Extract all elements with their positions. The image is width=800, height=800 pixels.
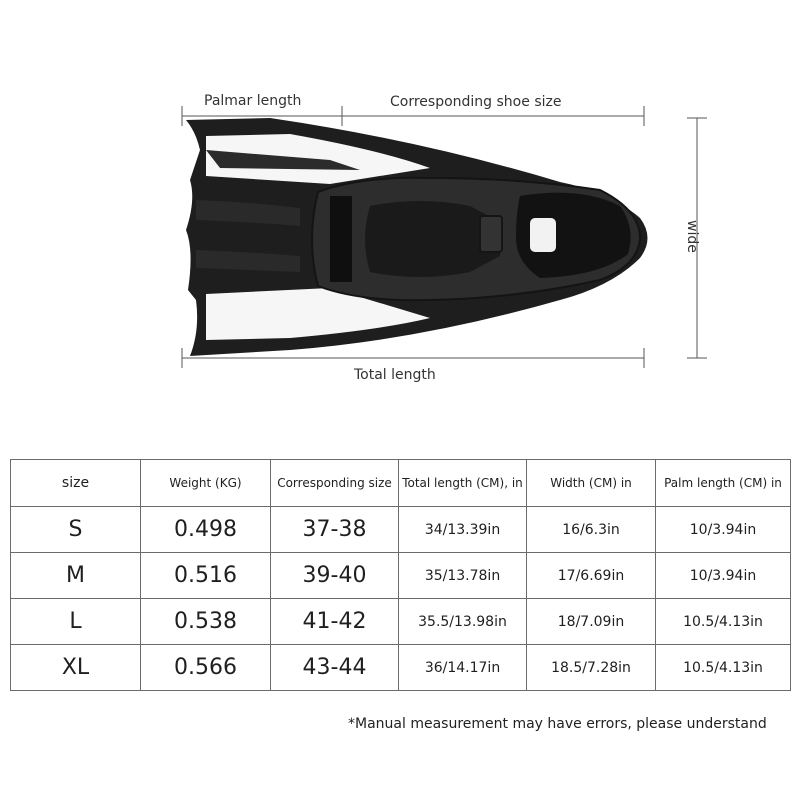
header-width: Width (CM) in <box>527 460 656 507</box>
cell-palm-length: 10/3.94in <box>656 553 791 599</box>
header-weight: Weight (KG) <box>141 460 271 507</box>
header-palm-length: Palm length (CM) in <box>656 460 791 507</box>
table-row <box>11 507 791 553</box>
size-chart-table <box>10 459 791 691</box>
header-corresponding-size: Corresponding size <box>271 460 399 507</box>
cell-total-length: 36/14.17in <box>399 645 527 691</box>
cell-size: L <box>11 599 141 645</box>
cell-shoe-size: 43-44 <box>271 645 399 691</box>
cell-size: XL <box>11 645 141 691</box>
palmar-length-label: Palmar length <box>204 93 302 109</box>
cell-total-length: 35.5/13.98in <box>399 599 527 645</box>
cell-width: 17/6.69in <box>527 553 656 599</box>
cell-shoe-size: 37-38 <box>271 507 399 553</box>
table-header-row <box>11 460 791 507</box>
cell-weight: 0.516 <box>141 553 271 599</box>
header-total-length: Total length (CM), in <box>399 460 527 507</box>
cell-width: 18.5/7.28in <box>527 645 656 691</box>
table-row <box>11 645 791 691</box>
cell-palm-length: 10/3.94in <box>656 507 791 553</box>
shoe-size-label: Corresponding shoe size <box>390 94 562 110</box>
header-size: size <box>11 460 141 507</box>
cell-weight: 0.566 <box>141 645 271 691</box>
table-row <box>11 599 791 645</box>
cell-width: 16/6.3in <box>527 507 656 553</box>
fin-shape <box>186 118 648 356</box>
cell-total-length: 35/13.78in <box>399 553 527 599</box>
cell-width: 18/7.09in <box>527 599 656 645</box>
measurement-footnote: *Manual measurement may have errors, please understand <box>348 716 767 732</box>
total-length-label: Total length <box>354 367 436 383</box>
heel-pad <box>530 218 556 252</box>
cell-size: M <box>11 553 141 599</box>
table-row <box>11 553 791 599</box>
cell-shoe-size: 39-40 <box>271 553 399 599</box>
cell-palm-length: 10.5/4.13in <box>656 645 791 691</box>
cell-shoe-size: 41-42 <box>271 599 399 645</box>
width-label: wide <box>684 220 700 253</box>
cell-size: S <box>11 507 141 553</box>
cell-weight: 0.538 <box>141 599 271 645</box>
cell-total-length: 34/13.39in <box>399 507 527 553</box>
cell-palm-length: 10.5/4.13in <box>656 599 791 645</box>
cell-weight: 0.498 <box>141 507 271 553</box>
